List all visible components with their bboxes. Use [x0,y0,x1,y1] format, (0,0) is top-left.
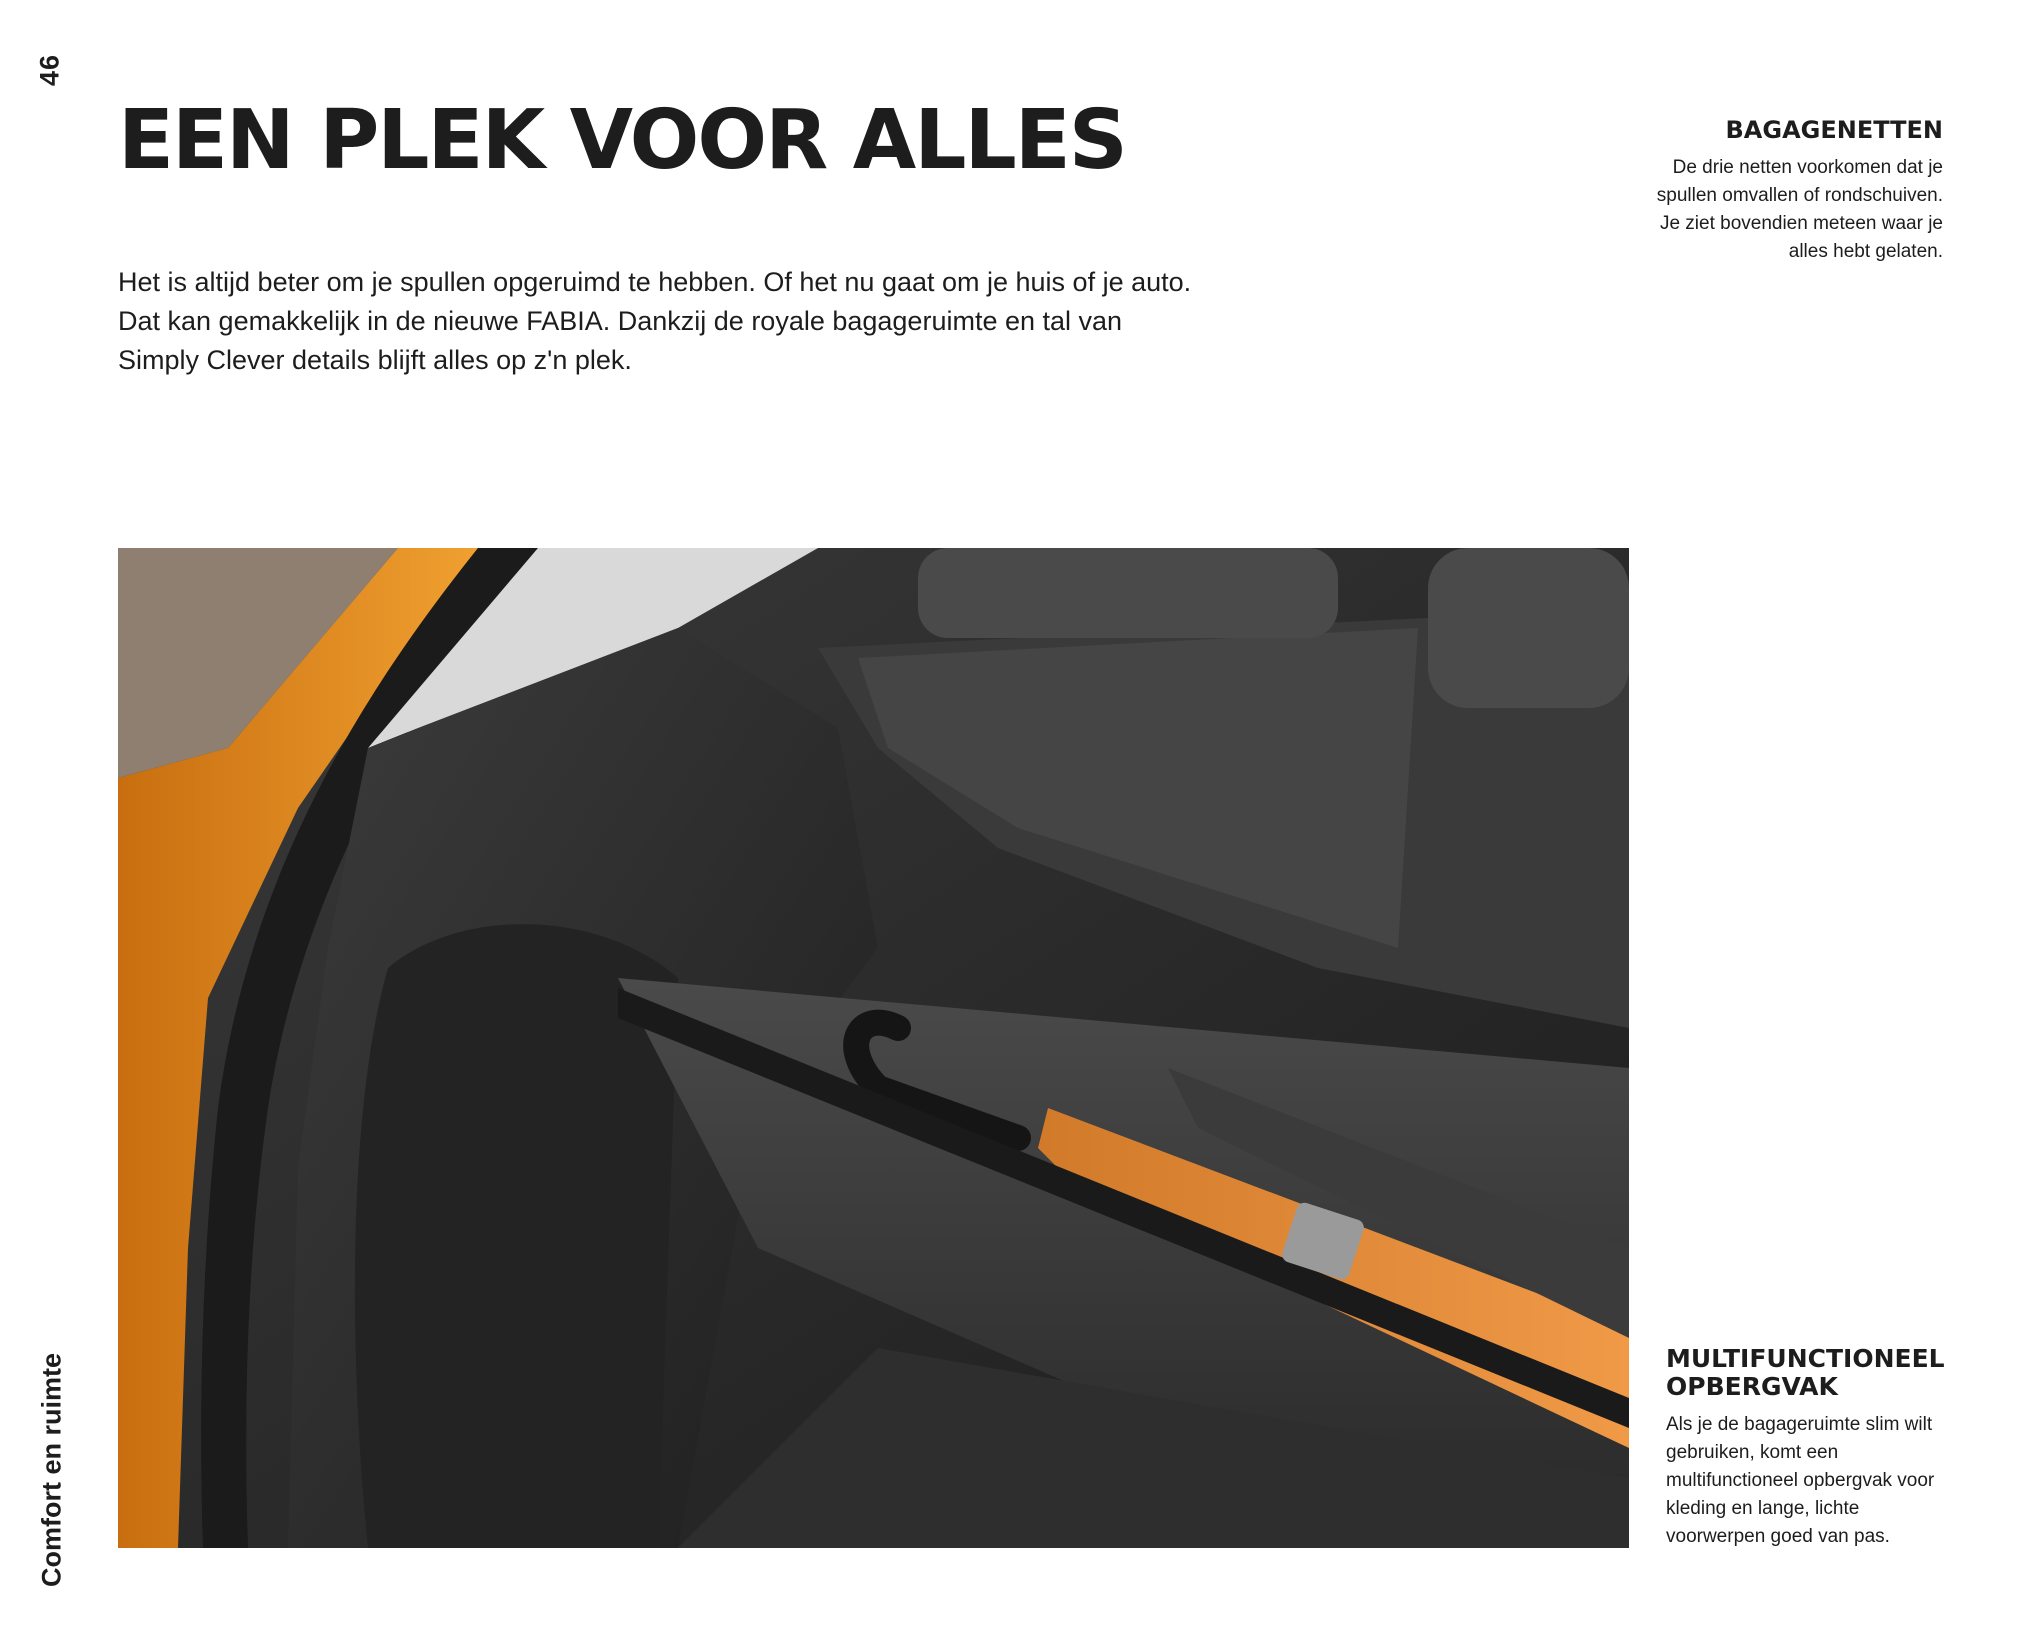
intro-paragraph: Het is altijd beter om je spullen opgeruimd te hebben. Of het nu gaat om je huis of je auto. Dat kan gemakkelijk in de nieuwe FABIA. Dankzij de royale bagageruimte en tal van Simply Clever details blijft alles op z'n plek. [118,267,1192,375]
page-number: 46 [34,53,65,87]
trunk-photo [118,548,1629,1548]
feature-text: Als je de bagageruimte slim wilt gebruiken, komt een multifunctioneel opbergvak voor kleding en lange, lichte voorwerpen goed van pas. [1666,1414,1935,1547]
feature-luggage-nets [1643,116,1943,266]
headrest-left [918,548,1338,638]
feature-storage-compartment [1666,1345,1956,1551]
feature-heading: MULTIFUNCTIONEEL OPBERGVAK [1666,1344,1945,1401]
headrest-right [1428,548,1629,708]
section-label: Comfort en ruimte [36,1352,67,1588]
page-title: EEN PLEK VOOR ALLES [118,93,1126,188]
feature-text: De drie netten voorkomen dat je spullen omvallen of rondschuiven. Je ziet bovendien meteen waar je alles hebt gelaten. [1656,157,1943,262]
feature-heading: BAGAGENETTEN [1725,116,1943,144]
